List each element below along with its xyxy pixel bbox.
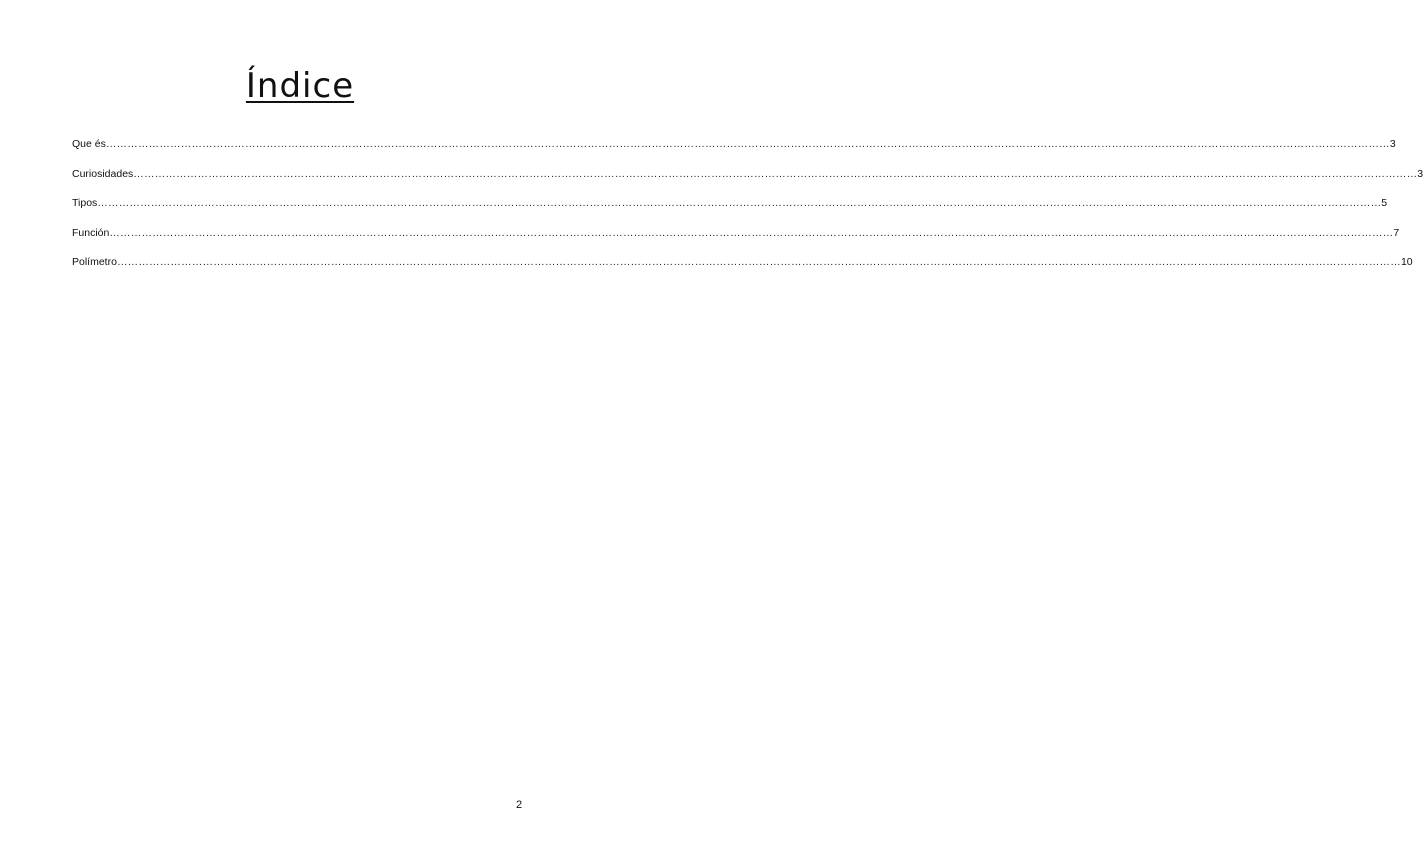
dot-leader: ……………………………………………………………………………………………………………………………………………………………………………………………………………………………………………………………………………………………………………………………… (109, 226, 1394, 239)
dot-leader: ……………………………………………………………………………………………………………………………………………………………………………………………………………………………………………………………………………………………………………………………… (97, 197, 1382, 209)
dot-leader: ……………………………………………………………………………………………………………………………………………………………………………………………………………………………………………………………………………………………………………………………… (105, 138, 1390, 150)
toc-entry-curiosidades (72, 167, 1423, 197)
dot-leader: ……………………………………………………………………………………………………………………………………………………………………………………………………………………………………………………………………………………………………………………………… (133, 167, 1418, 180)
toc-entry-page: 7 (1393, 226, 1400, 239)
toc-entry-label: Polímetro (72, 256, 117, 268)
toc-entry-tipos (72, 196, 1388, 226)
toc-entry-page: 3 (1389, 138, 1396, 150)
dot-leader: ……………………………………………………………………………………………………………………………………………………………………………………………………………………………………………………………………………………………………………………………… (116, 256, 1401, 268)
toc-entry-label: Tipos (72, 197, 98, 209)
table-of-contents (72, 137, 1423, 285)
toc-entry-que-es (72, 137, 1396, 167)
toc-entry-page: 10 (1400, 256, 1413, 268)
toc-entry-polimetro (72, 255, 1413, 285)
toc-entry-label: Función (72, 226, 110, 239)
toc-entry-page: 5 (1381, 197, 1388, 209)
toc-entry-funcion (72, 226, 1400, 256)
toc-entry-label: Curiosidades (72, 167, 134, 180)
toc-entry-page: 3 (1417, 167, 1423, 180)
toc-entry-label: Que és (72, 138, 106, 150)
page-number: 2 (516, 799, 523, 811)
page-title: Índice (245, 66, 355, 106)
